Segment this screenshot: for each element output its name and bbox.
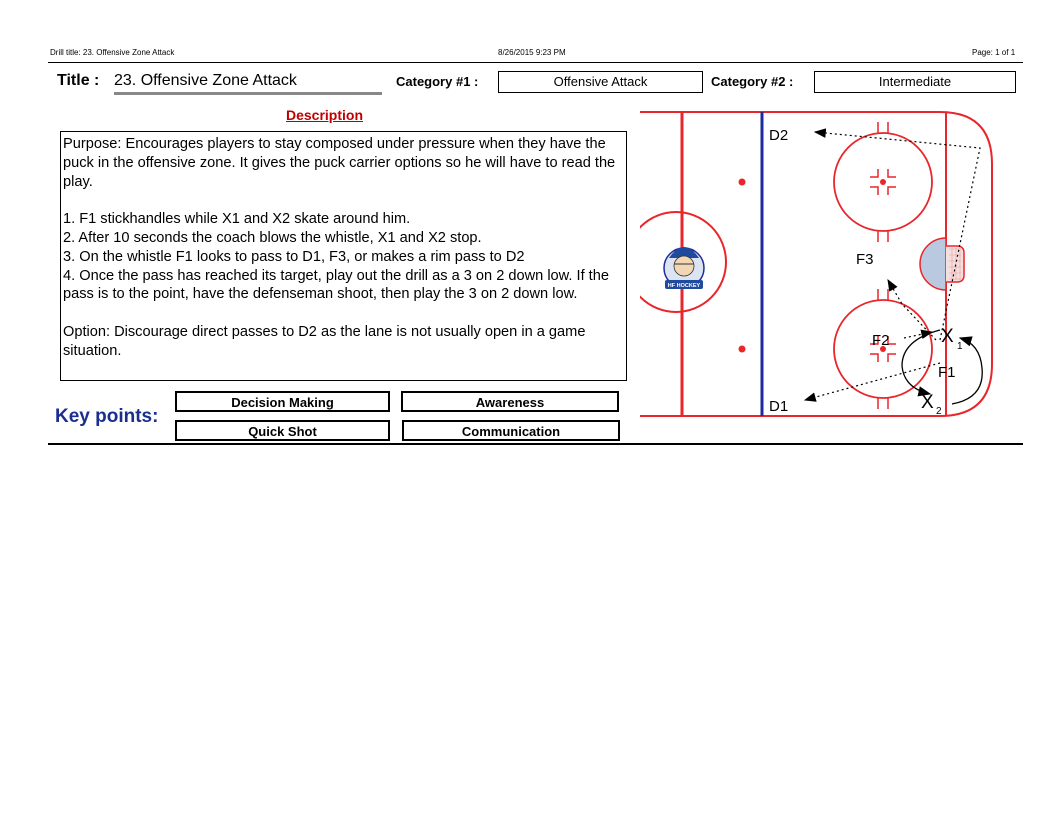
rink-diagram — [640, 108, 1000, 424]
description-text: Purpose: Encourages players to stay composed under pressure when they have the puck in the offensive zone. It gives the puck carrier options so he will have to read the play. 1. F1 stickhandles while X1 and X2 skate around him. 2. After 10 seconds the coach blows the whistle, X1 and X2 stop. 3. On the whistle F1 looks to pass to D1, F3, or makes a rim pass to D2 4. Once the pass has reached its target, play out the drill as a 3 on 2 down low. If the pass is to the point, have the defenseman shoot, then play the 3 on 2 down low. Option: Discourage direct passes to D2 as the lane is not usually open in a game situation. — [60, 131, 627, 381]
label-d1: D1 — [769, 398, 789, 415]
key-point-decision-making: Decision Making — [175, 391, 390, 412]
footer-rule — [48, 443, 1023, 445]
logo-text: HF HOCKEY — [667, 283, 701, 289]
drill-title-header: Drill title: 23. Offensive Zone Attack — [50, 48, 175, 57]
label-d2: D2 — [769, 127, 789, 144]
faceoff-circle-top — [834, 122, 932, 242]
faceoff-circle-bottom — [834, 289, 932, 409]
label-f2: F2 — [872, 332, 890, 349]
key-points-label: Key points: — [55, 406, 159, 427]
header-rule — [48, 62, 1023, 63]
print-datetime: 8/26/2015 9:23 PM — [498, 48, 566, 57]
key-point-quick-shot: Quick Shot — [175, 420, 390, 441]
hf-hockey-logo — [664, 247, 704, 289]
goal-net — [946, 246, 964, 282]
category2-value: Intermediate — [814, 71, 1016, 93]
neutral-dot-bottom — [739, 346, 746, 353]
category1-label: Category #1 : — [396, 74, 479, 89]
title-value: 23. Offensive Zone Attack — [114, 72, 382, 95]
title-label: Title : — [57, 72, 100, 89]
label-x2: X — [921, 392, 934, 413]
label-x1-sub: 1 — [957, 341, 963, 352]
key-point-awareness: Awareness — [401, 391, 619, 412]
description-heading: Description — [286, 107, 364, 123]
label-f1: F1 — [938, 364, 956, 381]
category1-value: Offensive Attack — [498, 71, 703, 93]
rim-pass-path — [815, 132, 980, 340]
key-point-communication: Communication — [402, 420, 620, 441]
neutral-dot-top — [739, 179, 746, 186]
goal-crease — [920, 238, 946, 290]
category2-label: Category #2 : — [711, 74, 794, 89]
label-x2-sub: 2 — [936, 406, 942, 417]
page-number: Page: 1 of 1 — [972, 48, 1016, 57]
label-f3: F3 — [856, 251, 874, 268]
x1-skate-loop — [902, 330, 940, 394]
label-x1: X — [941, 326, 954, 347]
f2-pass-path — [904, 332, 932, 338]
